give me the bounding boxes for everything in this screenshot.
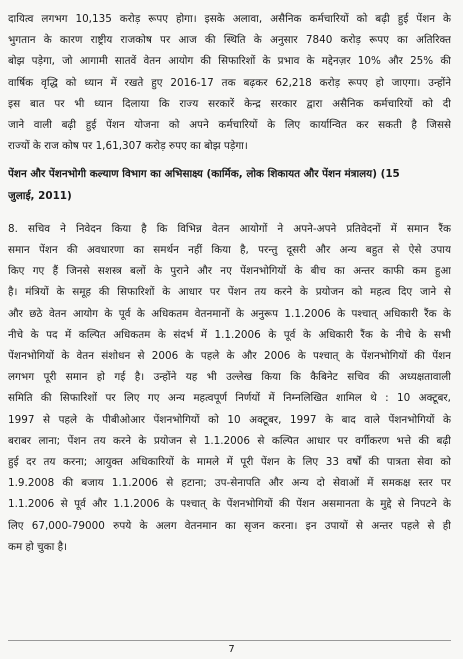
paragraph-line: हुई दर तय करना; आयुक्त अधिकारियों के मामले में पूरी पेंशन के लिए 33 वर्षों की पात्रता सेवा को <box>8 456 451 469</box>
paragraph-line: पेंशनभोगियों के वेतन संशोधन से 2006 के पहले के और 2006 के पश्चात् के पेंशनभोगियों की पेंशन <box>8 350 451 363</box>
paragraph-line: बोझ पड़ेगा, जो आगामी सातवें वेतन आयोग की सिफारिशों के प्रभाव के मद्देनज़र 10% और 25% की <box>8 55 451 68</box>
paragraph-line: जाने वाली बढ़ी हुई पेंशन योजना को अपने कर्मचारियों के लिए कार्यान्वित कर सकती है जिससे <box>8 119 451 132</box>
paragraph-line: नीचे के पद में कल्पित अधिकतम के संदर्भ में 1.1.2006 के पूर्व के अधिकारी रैंक के नीचे के सभी <box>8 328 451 341</box>
paragraph-line: 1.1.2006 से पूर्व और 1.1.2006 के पश्चात् के पेंशनभोगियों की पेंशन असमानता के मुद्दे से निपटने के <box>8 498 451 511</box>
paragraph-line: दायित्व लगभग 10,135 करोड़ रूपए होगा। इसके अलावा, असैनिक कर्मचारियों को बढ़ी हुई पेंशन के <box>8 13 451 25</box>
paragraph-line: समिति की सिफारिशों पर लिए गए अन्य महत्वपूर्ण निर्णयों में निम्नलिखित शामिल थे : 10 अक्टूबर, <box>8 392 451 405</box>
paragraph-line: इस बात पर भी ध्यान दिलाया कि राज्य सरकारें केन्द्र सरकार द्वारा असैनिक कर्मचारियों को दी <box>8 97 451 110</box>
paragraph-line: भुगतान के कारण राष्ट्रीय राजकोष पर आज की स्थिति के अनुसार 7840 करोड़ रूपए का अतिरिक्त <box>8 34 451 47</box>
heading-line: जुलाई, 2011) <box>8 189 72 202</box>
paragraph-line: 1.9.2008 की बजाय 1.1.2006 से हटाना; उप-सेनापति और अन्य दो सेवाओं में समकक्ष स्तर पर <box>8 477 451 490</box>
paragraph-line: किए गए हैं जिनसे सशस्त्र बलों के पुराने और नए पेंशनभोगियों के बीच का अन्तर काफी कम हुआ <box>8 265 451 278</box>
paragraph-line: लिए 67,000-79000 रुपये के अलग वेतनमान का सृजन करना। इन उपायों से अन्तर पहले से ही <box>8 519 451 532</box>
paragraph-2 <box>8 219 451 558</box>
paragraph-line: 1997 से पहले के पीबीओआर पेंशनभोगियों को 10 अक्टूबर, 1997 के बाद वाले पेंशनभोगियों के <box>8 413 451 426</box>
paragraph-line: वार्षिक वृद्धि को ध्यान में रखते हुए 2016-17 तक बढ़कर 62,218 करोड़ रूपए हो जाएगा। उन्होंने <box>8 76 451 89</box>
footer-divider <box>8 640 451 641</box>
paragraph-line: है। मंत्रियों के समूह की सिफारिशों के आधार पर पेंशन तय करने के प्रयोजन को महत्व दिए जाने से <box>8 286 451 299</box>
page-number: 7 <box>228 644 235 655</box>
paragraph-line: और छठे वेतन आयोग के पूर्व के अधिकतम वेतनमानों के अनुरूप 1.1.2006 के पश्चात् अधिकारी रैंक के <box>8 307 451 320</box>
paragraph-line: कम हो चुका है। <box>8 540 68 553</box>
paragraph-line: बराबर लाना; पेंशन तय करने के प्रयोजन से 1.1.2006 से कल्पित आधार पर वर्गीकरण भत्ते की बढ़ी <box>8 434 451 447</box>
section-heading <box>8 164 451 206</box>
paragraph-1 <box>8 9 451 157</box>
paragraph-line: लगभग पूरी समान हो गई है। उन्होंने यह भी उल्लेख किया कि कैबिनेट सचिव की अध्यक्षतावाली <box>8 371 451 384</box>
paragraph-line: राज्यों के राज कोष पर 1,61,307 करोड़ रुपए का बोझ पड़ेगा। <box>8 140 248 153</box>
paragraph-line: 8. सचिव ने निवेदन किया है कि विभिन्न वेतन आयोगों ने अपने-अपने प्रतिवेदनों में समान रैंक <box>8 222 451 235</box>
heading-line: पेंशन और पेंशनभोगी कल्याण विभाग का अभिसाक्ष्य (कार्मिक, लोक शिकायत और पेंशन मंत्रालय) (15 <box>8 168 400 181</box>
paragraph-line: समान पेंशन की अवधारणा का समर्थन नहीं किया है, परन्तु दूसरी और अन्य बहुत से ऐसे उपाय <box>8 244 451 257</box>
